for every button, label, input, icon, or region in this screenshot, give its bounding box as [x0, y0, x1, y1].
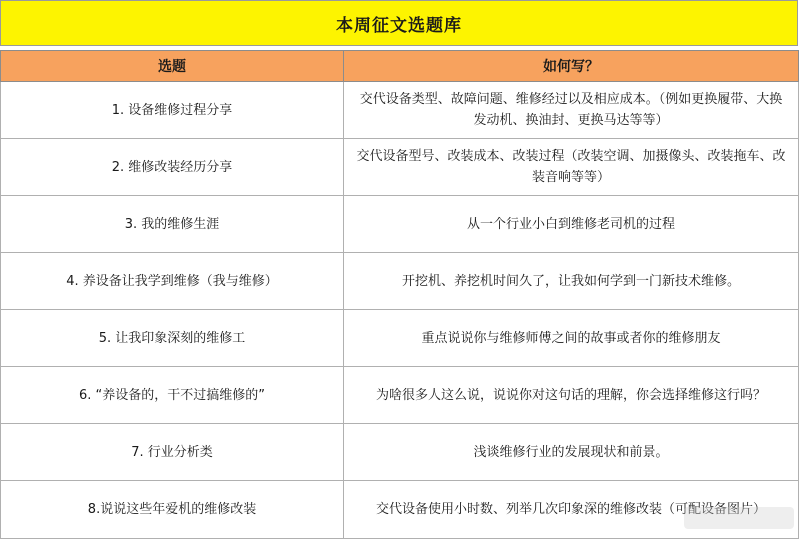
topic-cell: 3. 我的维修生涯 — [1, 196, 344, 253]
table-row — [1, 424, 799, 481]
topic-cell: 2. 维修改装经历分享 — [1, 139, 344, 196]
topic-cell: 1. 设备维修过程分享 — [1, 82, 344, 139]
topic-cell: 5. 让我印象深刻的维修工 — [1, 310, 344, 367]
how-cell: 开挖机、养挖机时间久了，让我如何学到一门新技术维修。 — [344, 253, 799, 310]
how-cell: 交代设备使用小时数、列举几次印象深的维修改装（可配设备图片） — [344, 481, 799, 539]
table-row — [1, 367, 799, 424]
topic-cell: 7. 行业分析类 — [1, 424, 344, 481]
how-cell: 从一个行业小白到维修老司机的过程 — [344, 196, 799, 253]
column-header-topic: 选题 — [1, 51, 344, 82]
table-header-row — [1, 51, 799, 82]
table-row — [1, 139, 799, 196]
sheet-title: 本周征文选题库 — [0, 0, 798, 46]
topic-cell: 6. “养设备的，干不过搞维修的” — [1, 367, 344, 424]
topic-cell: 8.说说这些年爱机的维修改装 — [1, 481, 344, 539]
how-cell: 交代设备型号、改装成本、改装过程（改装空调、加摄像头、改装拖车、改装音响等等） — [344, 139, 799, 196]
how-cell: 为啥很多人这么说，说说你对这句话的理解，你会选择维修这行吗？ — [344, 367, 799, 424]
table-row — [1, 310, 799, 367]
table-row — [1, 196, 799, 253]
topic-cell: 4. 养设备让我学到维修（我与维修） — [1, 253, 344, 310]
watermark-overlay — [684, 507, 794, 529]
column-header-how: 如何写？ — [344, 51, 799, 82]
how-cell: 浅谈维修行业的发展现状和前景。 — [344, 424, 799, 481]
table-row — [1, 481, 799, 539]
how-cell: 重点说说你与维修师傅之间的故事或者你的维修朋友 — [344, 310, 799, 367]
table-row — [1, 82, 799, 139]
table-row — [1, 253, 799, 310]
how-cell: 交代设备类型、故障问题、维修经过以及相应成本。（例如更换履带、大换发动机、换油封、更换马达等等） — [344, 82, 799, 139]
topic-table — [0, 50, 799, 539]
